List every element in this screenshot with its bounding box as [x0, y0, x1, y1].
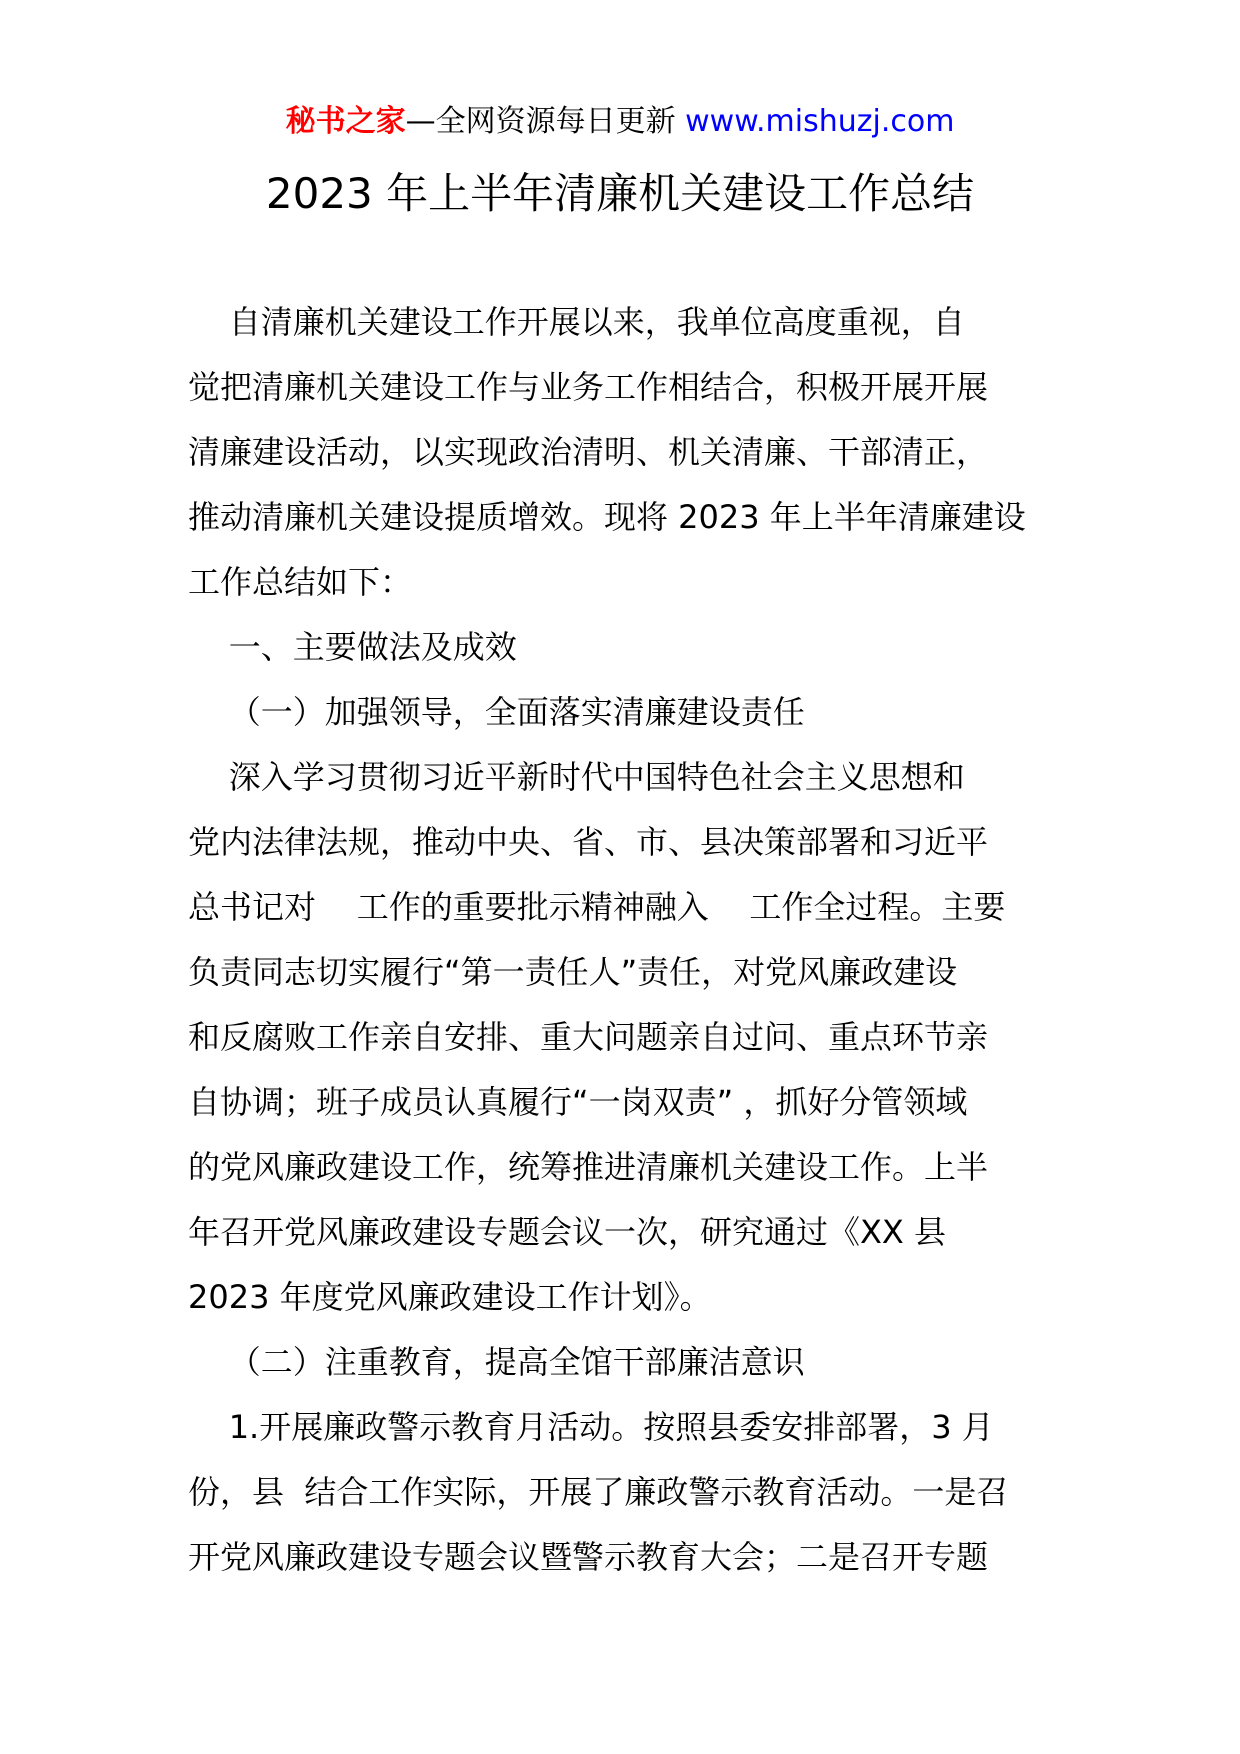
body-line: 推动清廉机关建设提质增效。现将 2023 年上半年清廉建设: [188, 498, 1026, 536]
document-title: 2023 年上半年清廉机关建设工作总结: [265, 169, 975, 218]
site-header: [0, 102, 1240, 142]
body-line: 年召开党风廉政建设专题会议一次，研究通过《XX 县: [188, 1213, 947, 1251]
body-line: 开党风廉政建设专题会议暨警示教育大会；二是召开专题: [188, 1538, 989, 1576]
body-line: 2023 年度党风廉政建设工作计划》。: [188, 1278, 712, 1316]
body-line: 深入学习贯彻习近平新时代中国特色社会主义思想和: [188, 758, 965, 796]
body-line: 自协调；班子成员认真履行“一岗双责” ，抓好分管领域: [188, 1083, 968, 1121]
body-line: 党内法律法规，推动中央、省、市、县决策部署和习近平: [188, 823, 989, 861]
body-line: 和反腐败工作亲自安排、重大问题亲自过问、重点环节亲: [188, 1018, 989, 1056]
section-heading: 一、主要做法及成效: [188, 628, 517, 666]
subsection-heading: （二）注重教育，提高全馆干部廉洁意识: [188, 1343, 805, 1381]
body-line: 工作总结如下：: [188, 563, 413, 601]
body-line: 总书记对 工作的重要批示精神融入 工作全过程。主要: [188, 888, 1006, 926]
site-url[interactable]: www.mishuzj.com: [685, 104, 955, 139]
document-body: [188, 290, 1068, 1590]
body-line: 清廉建设活动，以实现政治清明、机关清廉、干部清正，: [188, 433, 989, 471]
subsection-heading: （一）加强领导，全面落实清廉建设责任: [188, 693, 805, 731]
body-line: 负责同志切实履行“第一责任人”责任，对党风廉政建设: [188, 953, 958, 991]
header-slogan: —全网资源每日更新: [405, 104, 686, 139]
brand-name: 秘书之家: [285, 104, 406, 139]
body-line: 的党风廉政建设工作，统筹推进清廉机关建设工作。上半: [188, 1148, 989, 1186]
body-line: 觉把清廉机关建设工作与业务工作相结合，积极开展开展: [188, 368, 989, 406]
body-line: 1.开展廉政警示教育月活动。按照县委安排部署，3 月: [188, 1408, 994, 1446]
body-line: 自清廉机关建设工作开展以来，我单位高度重视，自: [188, 303, 965, 341]
body-line: 份，县 结合工作实际，开展了廉政警示教育活动。一是召: [188, 1473, 1009, 1511]
